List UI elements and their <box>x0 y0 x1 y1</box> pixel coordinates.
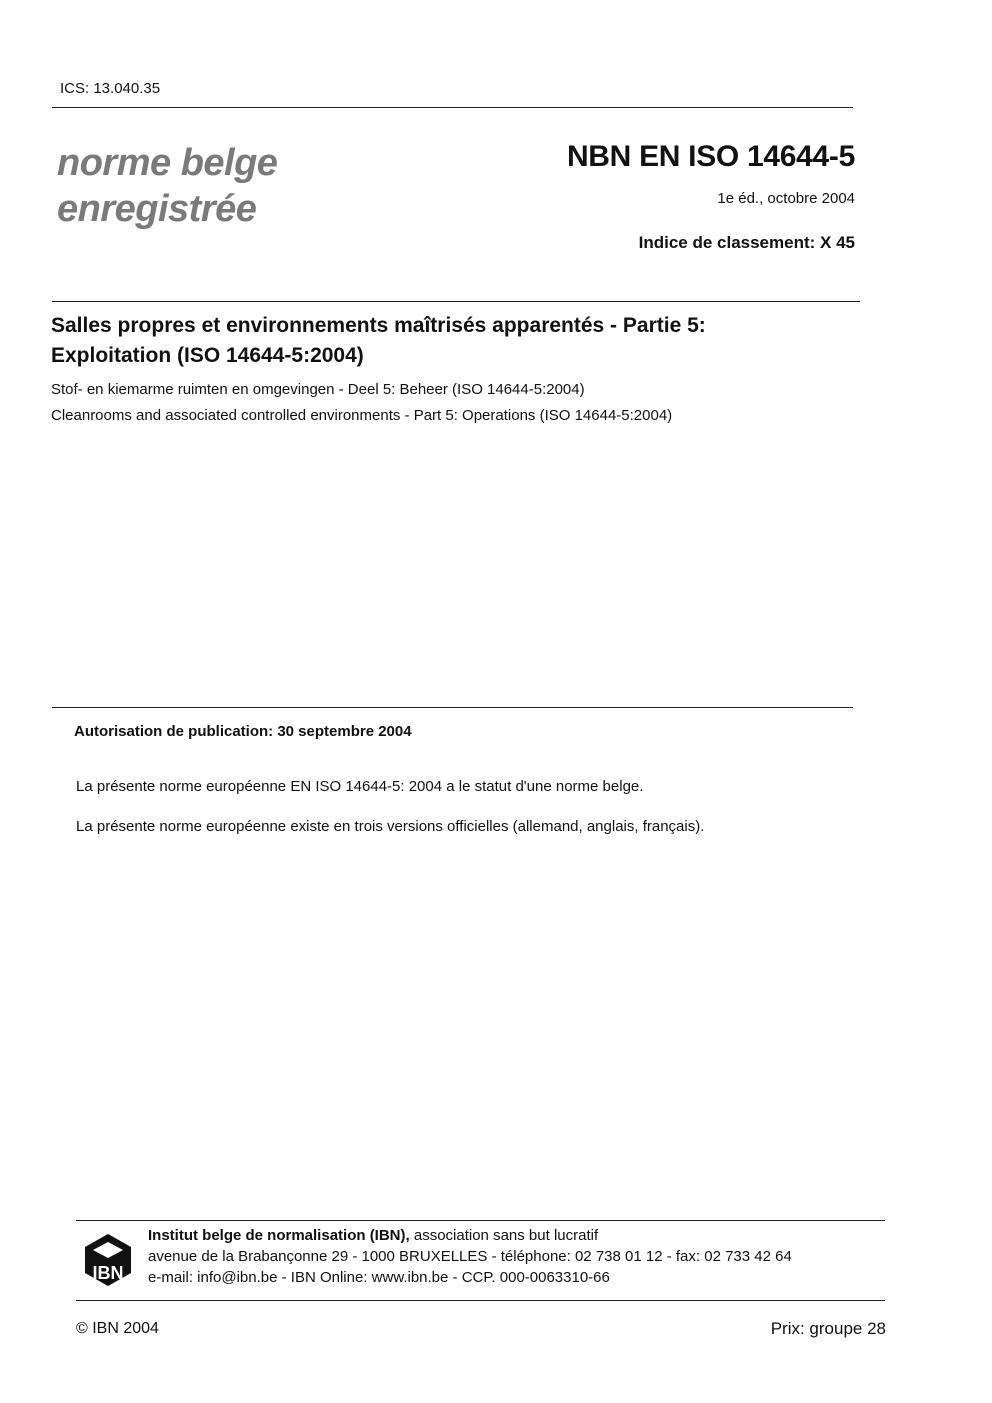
title-nl: Stof- en kiemarme ruimten en omgevingen - Deel 5: Beheer (ISO 14644-5:2004) <box>51 381 585 398</box>
edition: 1e éd., octobre 2004 <box>717 190 855 207</box>
price-group: Prix: groupe 28 <box>770 1319 886 1338</box>
title-fr-line-2: Exploitation (ISO 14644-5:2004) <box>51 344 364 367</box>
copyright: © IBN 2004 <box>76 1320 159 1337</box>
brand-line-1: norme belge <box>57 142 278 184</box>
institute-address: avenue de la Brabançonne 29 - 1000 BRUXELLES - téléphone: 02 738 01 12 - fax: 02 733 42 64 <box>148 1248 792 1265</box>
publication-rule <box>52 707 853 708</box>
ics-code: ICS: 13.040.35 <box>60 80 161 97</box>
title-rule <box>52 301 860 302</box>
ibn-logo-icon <box>83 1232 133 1288</box>
top-rule <box>52 107 853 108</box>
document-number: NBN EN ISO 14644-5 <box>566 140 855 173</box>
brand-line-2: enregistrée <box>57 188 257 230</box>
svg-text:IBN: IBN <box>92 1263 124 1283</box>
title-fr-line-1: Salles propres et environnements maîtrisés apparentés - Partie 5: <box>51 314 706 337</box>
institute-line <box>148 1227 598 1244</box>
versions-paragraph: La présente norme européenne existe en trois versions officielles (allemand, anglais, français). <box>76 818 705 835</box>
institute-description: association sans but lucratif <box>409 1227 599 1244</box>
institute-name: Institut belge de normalisation (IBN), <box>148 1227 410 1244</box>
authorization-date: Autorisation de publication: 30 septembre 2004 <box>74 723 412 740</box>
footer-bottom-rule <box>76 1300 885 1301</box>
institute-contact: e-mail: info@ibn.be - IBN Online: www.ibn.be - CCP. 000-0063310-66 <box>148 1269 610 1286</box>
footer-top-rule <box>76 1220 885 1221</box>
status-paragraph: La présente norme européenne EN ISO 14644-5: 2004 a le statut d'une norme belge. <box>76 778 644 795</box>
title-en: Cleanrooms and associated controlled environments - Part 5: Operations (ISO 14644-5:2004) <box>51 407 673 424</box>
classification-index: Indice de classement: X 45 <box>638 233 855 252</box>
